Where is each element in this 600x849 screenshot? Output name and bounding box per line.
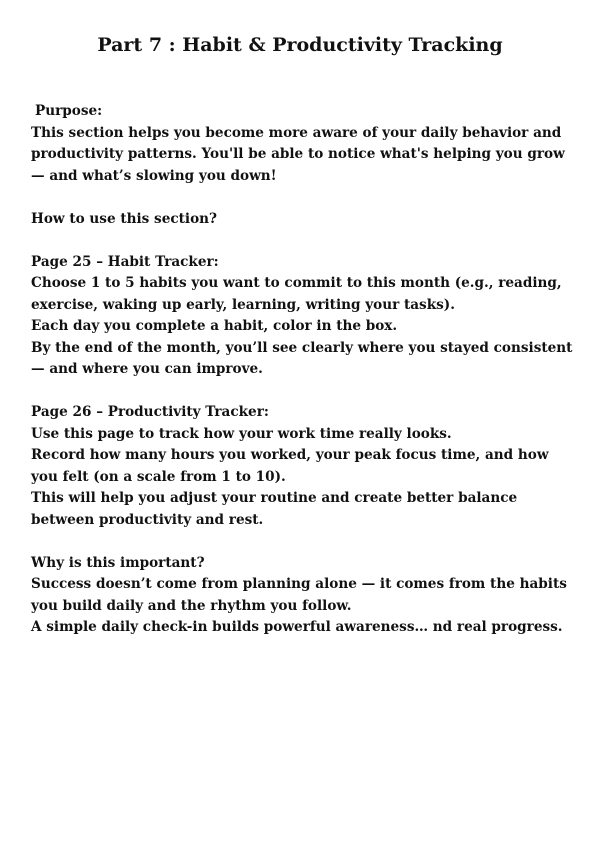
habit-tracker-line-5: — and where you can improve. — [31, 361, 263, 377]
habit-tracker-line-1: Choose 1 to 5 habits you want to commit to this month (e.g., reading, — [31, 275, 562, 291]
spacer — [31, 531, 579, 553]
productivity-tracker-line-1: Use this page to track how your work time really looks. — [31, 425, 452, 442]
document-body — [31, 101, 579, 639]
productivity-tracker-line-2: Record how many hours you worked, your peak focus time, and how — [31, 447, 549, 463]
habit-tracker-line-4: By the end of the month, you’ll see clearly where you stayed consistent — [31, 339, 573, 356]
why-line-2: you build daily and the rhythm you follow. — [31, 597, 352, 614]
habit-tracker-line-3: Each day you complete a habit, color in the box. — [31, 318, 398, 334]
productivity-tracker-line-4: This will help you adjust your routine and create better balance — [31, 490, 518, 506]
spacer — [31, 187, 579, 209]
why-heading: Why is this important? — [31, 554, 205, 571]
spacer — [31, 381, 579, 403]
spacer — [31, 230, 579, 252]
page-title: Part 7 : Habit & Productivity Tracking — [97, 34, 503, 56]
productivity-tracker-heading: Page 26 – Productivity Tracker: — [31, 404, 269, 420]
productivity-tracker-line-3: you felt (on a scale from 1 to 10). — [31, 468, 286, 485]
purpose-heading: Purpose: — [35, 103, 103, 119]
productivity-tracker-line-5: between productivity and rest. — [31, 511, 264, 528]
why-line-1: Success doesn’t come from planning alone — it comes from the habits — [31, 576, 567, 592]
purpose-line-3: — and what’s slowing you down! — [31, 167, 277, 184]
how-to-heading: How to use this section? — [31, 210, 217, 227]
purpose-line-1: This section helps you become more aware of your daily behavior and — [31, 124, 562, 141]
habit-tracker-heading: Page 25 – Habit Tracker: — [31, 253, 219, 270]
purpose-line-2: productivity patterns. You'll be able to notice what's helping you grow — [31, 146, 565, 162]
habit-tracker-line-2: exercise, waking up early, learning, writing your tasks). — [31, 296, 455, 313]
why-line-3: A simple daily check-in builds powerful awareness… nd real progress. — [31, 619, 563, 635]
